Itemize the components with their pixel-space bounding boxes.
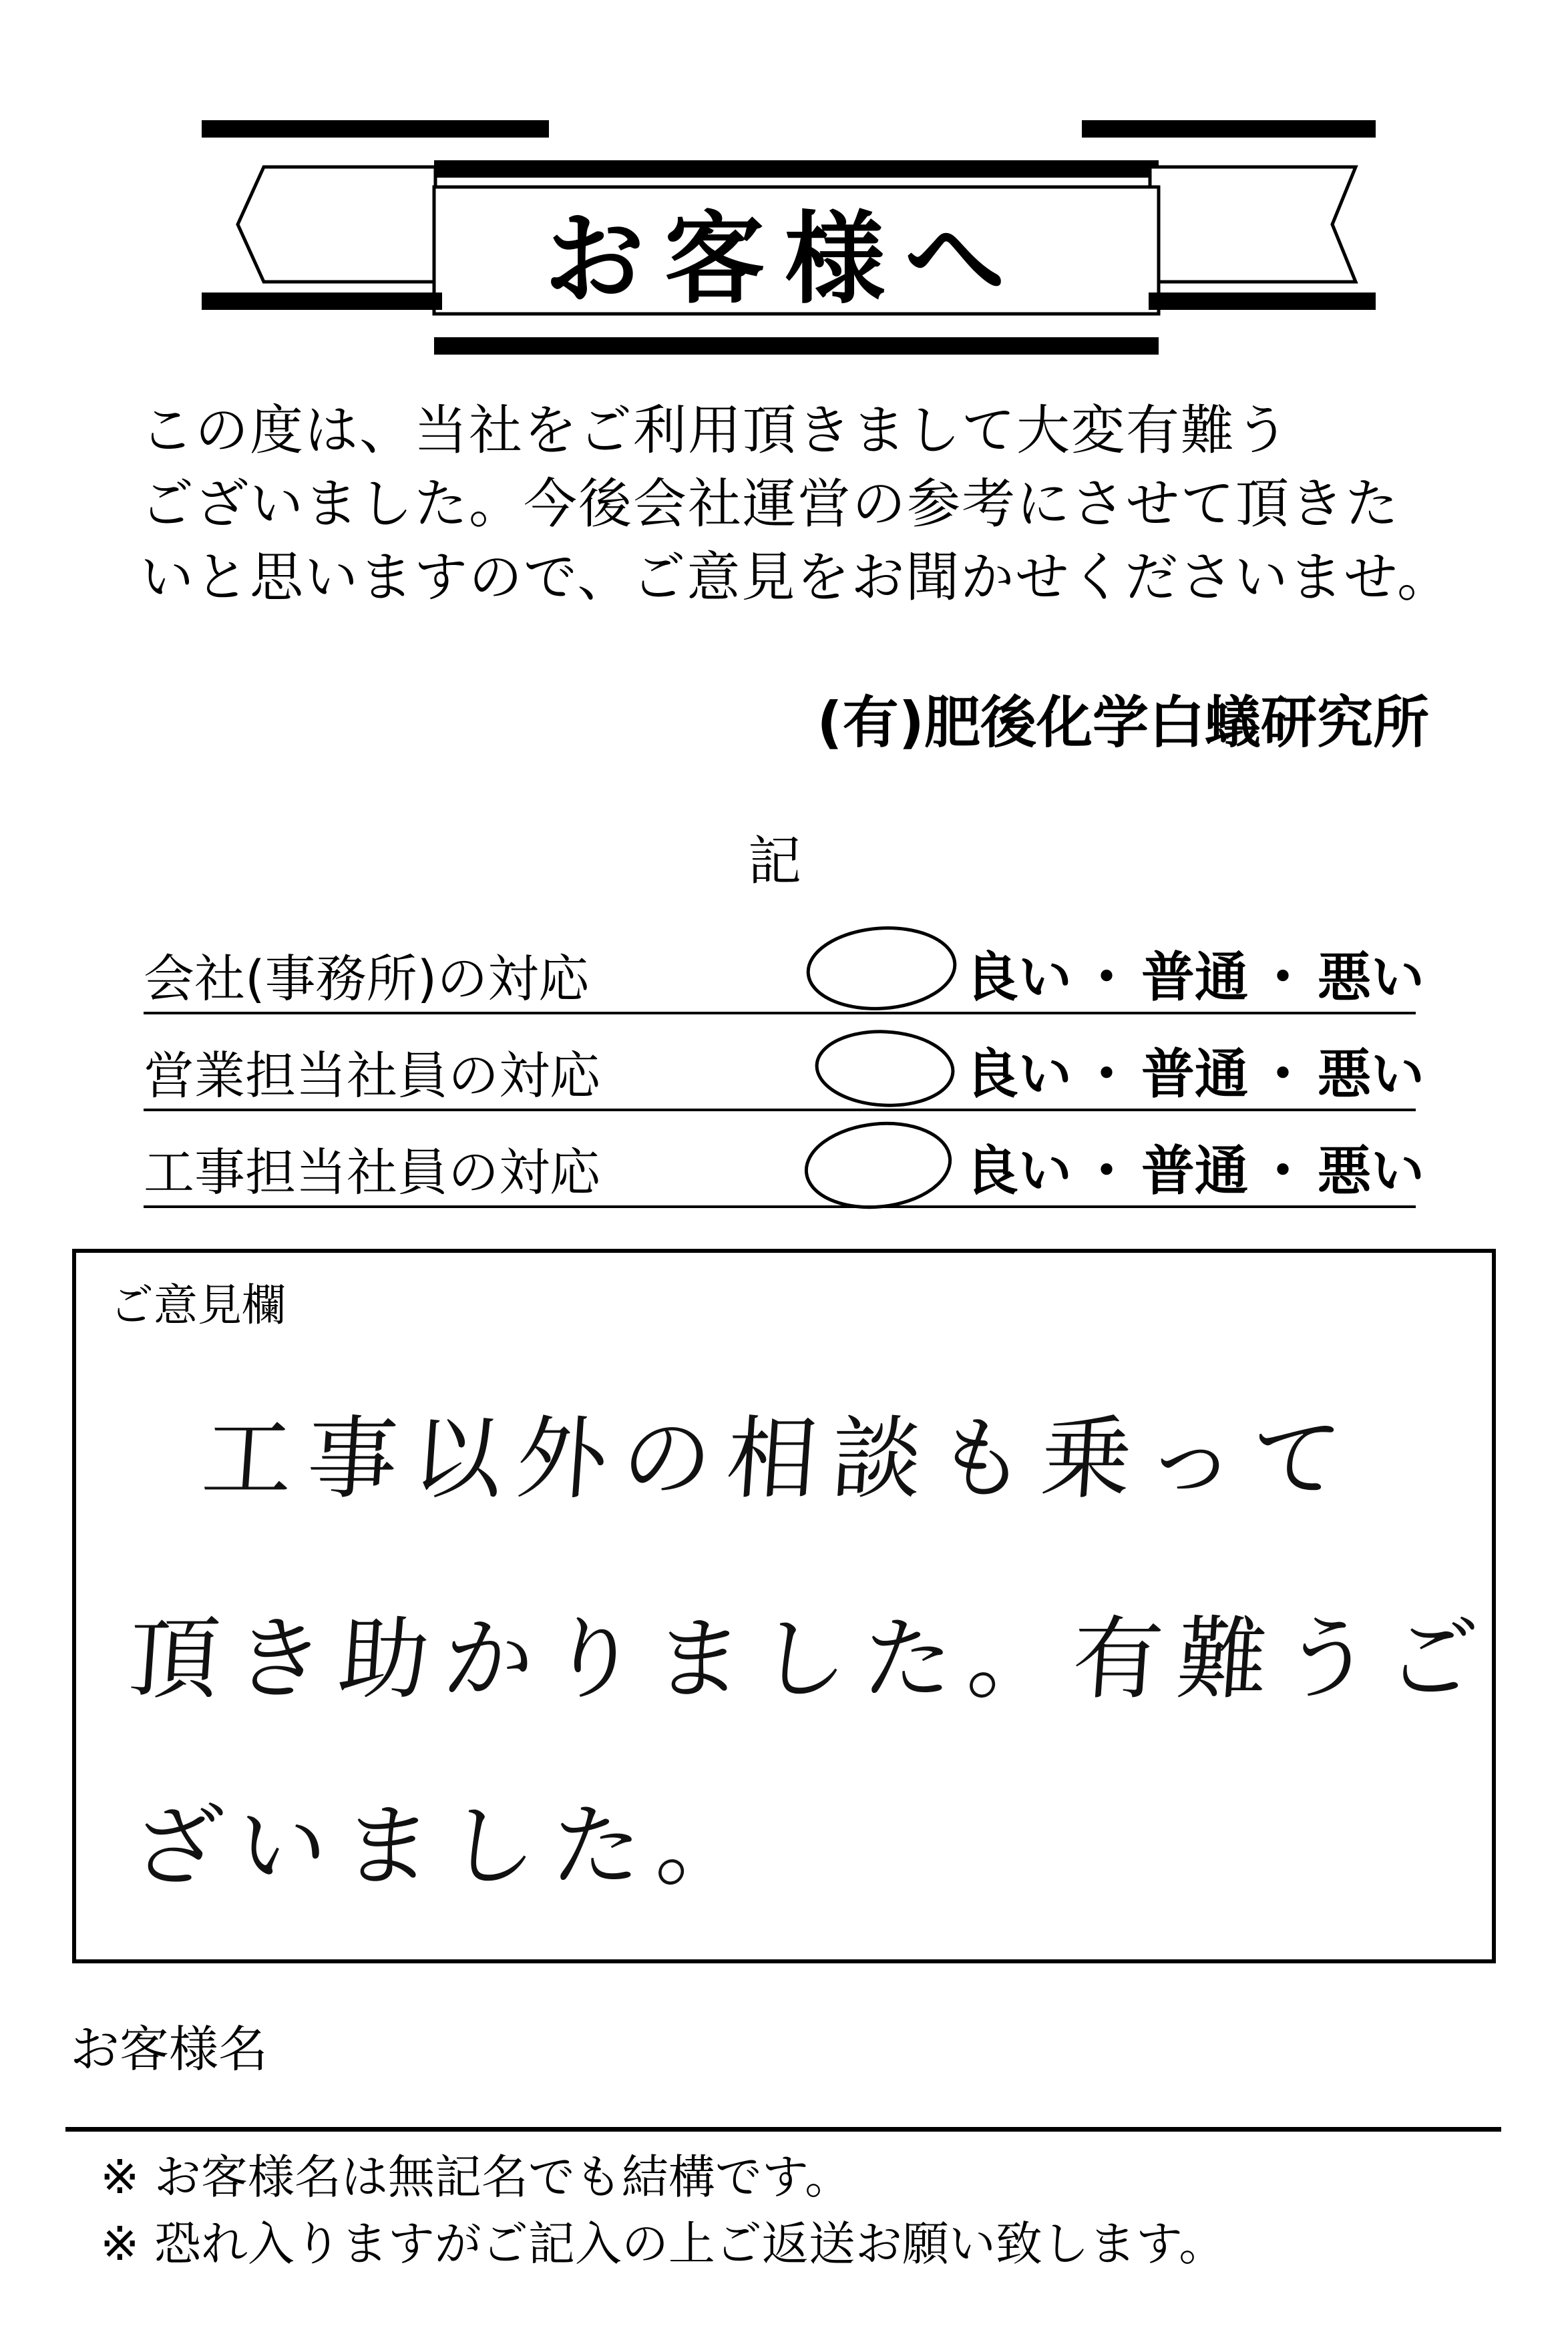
separator: ・ [1256,1140,1310,1202]
rating-row-company [144,918,1424,1014]
option-bad[interactable]: 悪い [1318,1140,1424,1202]
banner-bar-top-center [434,160,1159,178]
ki-heading: 記 [748,830,801,892]
banner-bar-top-right [1082,120,1376,138]
banner-bar-bottom-left [202,293,442,310]
separator: ・ [1080,1043,1133,1105]
page-title: お客様へ [544,200,1025,318]
banner-bar-top-left [202,120,549,138]
option-bad[interactable]: 悪い [1318,1043,1424,1105]
selection-circle-icon [805,912,1112,1025]
separator: ・ [1080,946,1133,1008]
company-name: (有)肥後化学白蟻研究所 [817,690,1429,755]
option-normal[interactable]: 普通 [1141,1140,1248,1202]
handwritten-line-1: 工事以外の相談も乗って [198,1406,1360,1511]
option-normal[interactable]: 普通 [1141,946,1248,1008]
option-good[interactable]: 良い [965,1140,1072,1202]
separator: ・ [1256,946,1310,1008]
option-good[interactable]: 良い [965,946,1072,1008]
note-line-2: ※ 恐れ入りますがご記入の上ご返送お願い致します。 [100,2216,1226,2271]
separator: ・ [1256,1043,1310,1105]
selection-circle-icon [801,1107,1109,1220]
handwritten-line-3: ざいました。 [128,1794,765,1899]
banner-ribbon-right [1150,167,1356,282]
intro-line-1: この度は、当社をご利用頂きまして大変有難う [140,399,1290,461]
option-normal[interactable]: 普通 [1141,1043,1248,1105]
intro-line-3: いと思いますので、ご意見をお聞かせくださいませ。 [140,546,1452,608]
separator: ・ [1080,1140,1133,1202]
handwritten-line-2: 頂き助かりました。有難うご [125,1607,1496,1712]
banner-bar-bottom-center [434,337,1159,355]
option-bad[interactable]: 悪い [1318,946,1424,1008]
note-line-1: ※ お客様名は無記名でも結構です。 [100,2150,852,2204]
opinion-label: ご意見欄 [110,1280,286,1331]
rating-label: 営業担当社員の対応 [144,1046,600,1105]
rating-label: 会社(事務所)の対応 [144,949,590,1008]
customer-name-label: お客様名 [70,2021,268,2078]
notes [100,2144,1225,2277]
rating-label: 工事担当社員の対応 [144,1143,600,1202]
customer-name-line[interactable] [65,2127,1501,2132]
banner-bar-bottom-right [1149,293,1376,310]
banner-ribbon-left [238,167,435,282]
option-good[interactable]: 良い [965,1043,1072,1105]
intro-text [140,394,1452,614]
selection-circle-icon [811,1015,1119,1122]
opinion-box[interactable] [72,1249,1496,1963]
rating-row-sales [144,1015,1424,1111]
rating-row-construction [144,1112,1424,1208]
intro-line-2: ございました。今後会社運営の参考にさせて頂きた [140,473,1400,535]
